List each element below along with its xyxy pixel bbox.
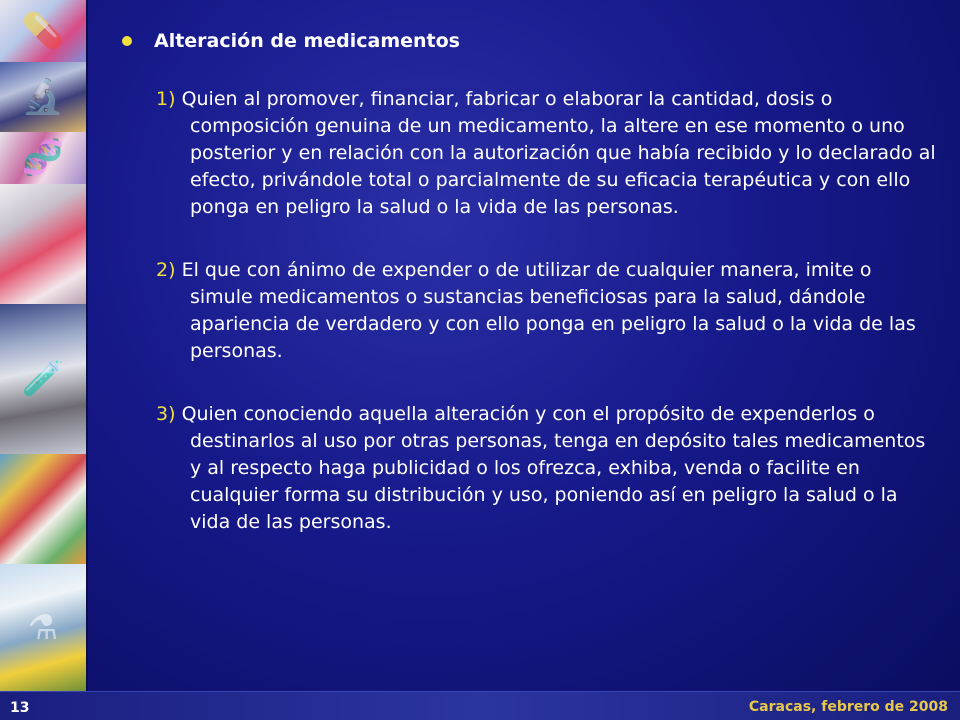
test-tube-icon: 🧪 [21, 359, 65, 399]
dna-icon: 🧬 [21, 138, 65, 178]
item-text: Quien conociendo aquella alteración y con el propósito de expenderlos o destinarlos al uso por otras personas, tenga en depósito tales medicamentos y al respecto haga publicidad o los ofrezca, exhiba, venda o facilite en cualquier forma su distribución y uso, poniendo así en peligro la salud o la vida de las personas. [181, 403, 926, 533]
list-item-1 [156, 86, 938, 221]
list-item-2 [156, 257, 938, 365]
dna-photo [0, 132, 86, 184]
pills-icon: 💊 [21, 11, 65, 51]
slide-heading: Alteración de medicamentos [154, 30, 460, 52]
flasks-photo [0, 564, 86, 692]
page-number: 13 [10, 700, 30, 716]
item-text: Quien al promover, financiar, fabricar o elaborar la cantidad, dosis o composición genuina de un medicamento, la altere en ese momento o uno posterior y en relación con la autorización que había recibido y lo declarado al efecto, privándole total o parcialmente de su eficacia terapéutica y con ello ponga en peligro la salud o la vida de las personas. [181, 88, 936, 218]
bullet-dot-icon [122, 36, 132, 46]
slide-content [118, 30, 938, 536]
footer-location-date: Caracas, febrero de 2008 [748, 699, 948, 715]
item-number: 1) [156, 88, 176, 110]
capsules-photo [0, 454, 86, 564]
heading-row [122, 30, 938, 52]
item-text: El que con ánimo de expender o de utilizar de cualquier manera, imite o simule medicamentos o sustancias beneficiosas para la salud, dándole apariencia de verdadero y con ello ponga en peligro la salud o la vida de las personas. [181, 259, 916, 362]
microscope-photo [0, 62, 86, 132]
pills-photo [0, 0, 86, 62]
scientist-photo [0, 304, 86, 454]
microscope-icon: 🔬 [21, 77, 65, 117]
item-number: 2) [156, 259, 176, 281]
list-item-3 [156, 401, 938, 536]
syringe-photo [0, 184, 86, 304]
photo-strip [0, 0, 88, 692]
item-number: 3) [156, 403, 176, 425]
flask-icon: ⚗ [27, 608, 59, 648]
